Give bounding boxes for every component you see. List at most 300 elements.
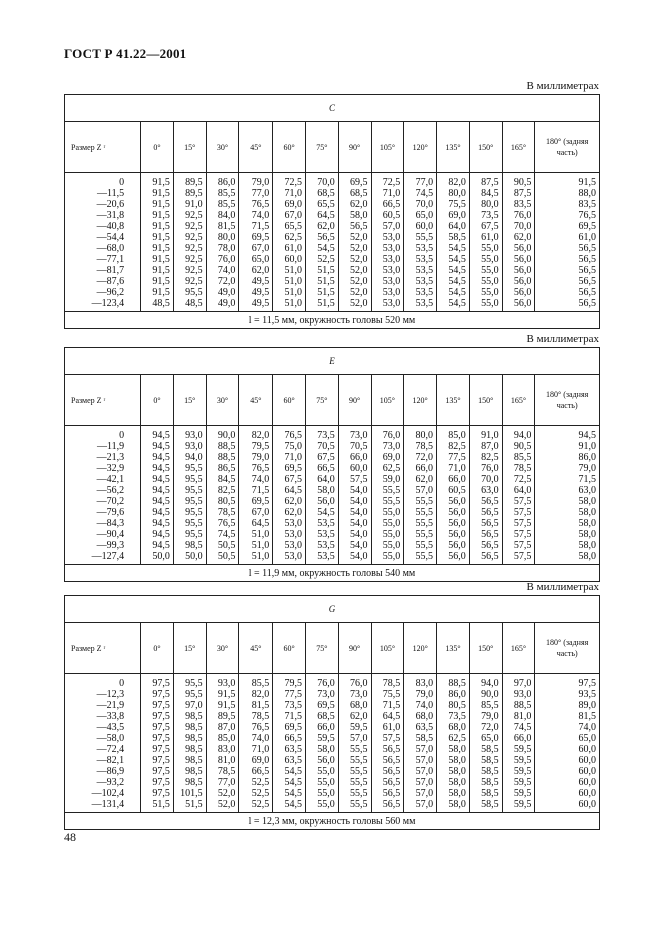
- table-cell: —70,2: [96, 496, 125, 507]
- unit-label: В миллиметрах: [526, 581, 599, 593]
- table-cell: 74,0: [415, 700, 434, 711]
- table-cell: 60,0: [578, 799, 596, 810]
- document-title: ГОСТ Р 41.22—2001: [64, 46, 187, 61]
- table-cell: 87,0: [217, 722, 236, 733]
- table-cell: —21,3: [96, 452, 125, 463]
- table-cell: 56,5: [578, 287, 596, 298]
- table-cell: 73,5: [481, 210, 499, 221]
- table-cell: 92,5: [185, 276, 203, 287]
- table-cell: 53,5: [415, 243, 434, 254]
- table-cell: 64,5: [251, 518, 270, 529]
- table-cell: 56,5: [578, 298, 596, 309]
- table-cell: 51,0: [284, 287, 302, 298]
- table-column: [239, 173, 273, 312]
- table-cell: 72,5: [284, 177, 302, 188]
- table-cell: 74,0: [251, 733, 270, 744]
- table-cell: 56,0: [448, 529, 466, 540]
- table-cell: 56,0: [513, 243, 532, 254]
- table-cell: 48,5: [185, 298, 203, 309]
- table-cell: 55,5: [415, 507, 434, 518]
- table-cell: 54,5: [448, 254, 466, 265]
- column-header: 60°: [273, 122, 306, 173]
- table-cell: 52,0: [350, 265, 368, 276]
- table-cell: 91,5: [152, 232, 170, 243]
- table-cell: 53,0: [382, 243, 401, 254]
- column-header: 30°: [206, 375, 239, 426]
- table-cell: 54,5: [448, 287, 466, 298]
- table-cell: 62,5: [382, 463, 401, 474]
- table-cell: 58,0: [578, 551, 596, 562]
- table-cell: 65,0: [251, 254, 270, 265]
- table-cell: 92,5: [185, 210, 203, 221]
- table-cell: 85,0: [217, 733, 236, 744]
- table-cell: 65,0: [481, 733, 499, 744]
- table-column: [239, 674, 273, 813]
- table-cell: 93,0: [513, 689, 532, 700]
- table-cell: 55,5: [350, 755, 368, 766]
- table-cell: 95,5: [185, 485, 203, 496]
- table-cell: 97,5: [152, 689, 170, 700]
- table-cell: 71,0: [448, 463, 466, 474]
- table-cell: 58,5: [481, 777, 499, 788]
- table-cell: 71,5: [578, 474, 596, 485]
- table-cell: 80,0: [415, 430, 434, 441]
- table-cell: 91,5: [152, 177, 170, 188]
- column-header: 60°: [273, 623, 306, 674]
- table-cell: 59,5: [513, 766, 532, 777]
- table-cell: 56,0: [448, 496, 466, 507]
- table-cell: 56,5: [382, 766, 401, 777]
- table-cell: 56,5: [578, 243, 596, 254]
- table-cell: 64,0: [448, 221, 466, 232]
- table-cell: 71,5: [251, 485, 270, 496]
- table-cell: 76,5: [284, 430, 302, 441]
- table-cell: 58,0: [317, 485, 335, 496]
- table-cell: 93,5: [578, 689, 596, 700]
- table-cell: 69,0: [251, 755, 270, 766]
- table-cell: 54,5: [448, 298, 466, 309]
- column-header: 165°: [502, 375, 535, 426]
- table-column: [437, 426, 470, 565]
- table-cell: 98,5: [185, 733, 203, 744]
- table-cell: 52,5: [251, 777, 270, 788]
- table-cell: 88,0: [578, 188, 596, 199]
- table-cell: 56,0: [448, 540, 466, 551]
- table-cell: 82,0: [251, 430, 270, 441]
- table-cell: 59,5: [513, 777, 532, 788]
- table-cell: 70,5: [350, 441, 368, 452]
- table-cell: 80,5: [448, 700, 466, 711]
- table-cell: 80,0: [448, 188, 466, 199]
- table-column: [535, 674, 600, 813]
- table-cell: 53,5: [415, 298, 434, 309]
- table-cell: 82,0: [251, 689, 270, 700]
- table-cell: 52,0: [350, 254, 368, 265]
- table-cell: 55,5: [350, 766, 368, 777]
- table-cell: 70,0: [513, 221, 532, 232]
- table-cell: 51,0: [284, 265, 302, 276]
- table-cell: 91,5: [578, 177, 596, 188]
- table-cell: —32,9: [96, 463, 125, 474]
- table-cell: 55,5: [350, 799, 368, 810]
- table-cell: 95,5: [185, 689, 203, 700]
- table-cell: 82,5: [448, 441, 466, 452]
- table-cell: 87,5: [481, 177, 499, 188]
- table-cell: 63,5: [284, 755, 302, 766]
- table-cell: 62,0: [284, 496, 302, 507]
- table-cell: 54,5: [317, 243, 335, 254]
- table-cell: 56,5: [578, 254, 596, 265]
- table-cell: 69,5: [284, 722, 302, 733]
- table-cell: 68,0: [448, 722, 466, 733]
- table-cell: 67,5: [481, 221, 499, 232]
- table-cell: 56,0: [513, 265, 532, 276]
- table-cell: 97,0: [185, 700, 203, 711]
- table-cell: 77,0: [251, 188, 270, 199]
- table-cell: 79,0: [481, 711, 499, 722]
- table-cell: 95,5: [185, 507, 203, 518]
- table-cell: 78,5: [382, 678, 401, 689]
- table-cell: 56,0: [513, 298, 532, 309]
- table-cell: 75,5: [382, 689, 401, 700]
- table-cell: —86,9: [96, 766, 125, 777]
- table-column: [371, 674, 404, 813]
- table-column: [65, 173, 141, 312]
- table-cell: 53,5: [415, 287, 434, 298]
- table-cell: 56,5: [481, 507, 499, 518]
- table-cell: 98,5: [185, 777, 203, 788]
- table-column: [273, 674, 306, 813]
- table-cell: 57,5: [513, 507, 532, 518]
- table-cell: 55,0: [317, 766, 335, 777]
- table-cell: 74,5: [217, 529, 236, 540]
- table-column: [502, 173, 535, 312]
- column-header: 45°: [239, 122, 273, 173]
- table-cell: 54,0: [350, 529, 368, 540]
- table-cell: 92,5: [185, 265, 203, 276]
- table-cell: 0: [119, 177, 125, 188]
- table-cell: 72,5: [513, 474, 532, 485]
- column-header: 75°: [306, 122, 339, 173]
- table-cell: 94,5: [152, 463, 170, 474]
- table-cell: 63,5: [415, 722, 434, 733]
- table-cell: 62,5: [448, 733, 466, 744]
- table-cell: 97,5: [152, 733, 170, 744]
- table-cell: 88,5: [448, 678, 466, 689]
- table-cell: 98,5: [185, 755, 203, 766]
- table-cell: 77,0: [415, 177, 434, 188]
- table-cell: 53,0: [284, 551, 302, 562]
- table-cell: 70,0: [415, 199, 434, 210]
- table-cell: 69,0: [284, 199, 302, 210]
- table-cell: 67,5: [284, 474, 302, 485]
- table-cell: 50,5: [217, 540, 236, 551]
- table-cell: —21,9: [96, 700, 125, 711]
- table-cell: 77,0: [217, 777, 236, 788]
- table-cell: 54,5: [284, 788, 302, 799]
- table-column: [469, 173, 502, 312]
- table-column: [338, 674, 371, 813]
- unit-label: В миллиметрах: [526, 80, 599, 92]
- table-cell: 55,5: [350, 777, 368, 788]
- table-cell: 58,0: [448, 755, 466, 766]
- table-column: [206, 674, 239, 813]
- table-cell: 58,0: [448, 766, 466, 777]
- table-cell: 49,0: [217, 287, 236, 298]
- table-cell: 93,0: [185, 441, 203, 452]
- table-cell: 94,0: [185, 452, 203, 463]
- table-cell: 53,0: [284, 540, 302, 551]
- table-cell: —123,4: [91, 298, 125, 309]
- table-cell: 69,0: [448, 210, 466, 221]
- table-cell: 94,5: [152, 518, 170, 529]
- table-cell: —58,0: [96, 733, 125, 744]
- table-cell: 52,0: [350, 276, 368, 287]
- table-cell: 59,0: [382, 474, 401, 485]
- column-header: Размер Z ʳ: [65, 623, 141, 674]
- table-cell: 61,0: [284, 243, 302, 254]
- table-caption: C: [65, 95, 600, 122]
- column-header: 165°: [502, 122, 535, 173]
- table-cell: 53,5: [415, 254, 434, 265]
- table-cell: 57,5: [350, 474, 368, 485]
- table-cell: 86,0: [578, 452, 596, 463]
- column-header: 45°: [239, 623, 273, 674]
- table-cell: 68,0: [415, 711, 434, 722]
- table-cell: 76,5: [217, 518, 236, 529]
- table-caption: E: [65, 348, 600, 375]
- table-cell: 94,5: [152, 485, 170, 496]
- table-cell: 48,5: [152, 298, 170, 309]
- table-cell: 52,5: [251, 788, 270, 799]
- table-cell: 56,5: [317, 232, 335, 243]
- table-column: [65, 426, 141, 565]
- table-cell: —43,5: [96, 722, 125, 733]
- table-cell: —87,6: [96, 276, 125, 287]
- table-cell: 66,5: [284, 733, 302, 744]
- table-column: [502, 426, 535, 565]
- table-cell: 62,5: [284, 232, 302, 243]
- table-cell: 56,5: [481, 529, 499, 540]
- table-cell: 93,0: [217, 678, 236, 689]
- table-cell: 76,0: [481, 463, 499, 474]
- page-number: 48: [64, 830, 76, 844]
- table-cell: 53,0: [382, 265, 401, 276]
- table-cell: 76,5: [578, 210, 596, 221]
- table-cell: 53,0: [382, 287, 401, 298]
- table-cell: —82,1: [96, 755, 125, 766]
- table-cell: 56,0: [448, 551, 466, 562]
- table-cell: —96,2: [96, 287, 125, 298]
- table-cell: 63,5: [284, 744, 302, 755]
- table-cell: 64,5: [284, 485, 302, 496]
- table-column: [371, 173, 404, 312]
- table-cell: 58,5: [448, 232, 466, 243]
- table-cell: 71,0: [284, 452, 302, 463]
- table-cell: 74,0: [217, 265, 236, 276]
- table-cell: 53,5: [317, 529, 335, 540]
- table-column: [437, 674, 470, 813]
- table-cell: 94,5: [152, 529, 170, 540]
- table-cell: 53,0: [284, 518, 302, 529]
- table-cell: 79,0: [251, 452, 270, 463]
- table-cell: 57,5: [513, 496, 532, 507]
- table-cell: 68,5: [317, 711, 335, 722]
- table-column: [273, 173, 306, 312]
- table-cell: 56,5: [481, 551, 499, 562]
- table-cell: 73,5: [284, 700, 302, 711]
- table-cell: 88,5: [217, 441, 236, 452]
- table-cell: 55,0: [481, 276, 499, 287]
- table-cell: 82,5: [217, 485, 236, 496]
- table-cell: 56,5: [578, 265, 596, 276]
- table-cell: 91,5: [152, 254, 170, 265]
- table-cell: 92,5: [185, 243, 203, 254]
- table-cell: 97,5: [152, 711, 170, 722]
- table-cell: 53,0: [382, 276, 401, 287]
- table-cell: 55,0: [317, 799, 335, 810]
- table-cell: 76,5: [251, 722, 270, 733]
- table-cell: 94,5: [152, 496, 170, 507]
- table-cell: 62,0: [284, 507, 302, 518]
- column-header: 0°: [141, 122, 174, 173]
- table-cell: 63,0: [481, 485, 499, 496]
- table-cell: 94,5: [152, 540, 170, 551]
- table-cell: 68,5: [317, 188, 335, 199]
- table-cell: 91,5: [217, 700, 236, 711]
- table-cell: 69,5: [350, 177, 368, 188]
- table-cell: 57,0: [415, 485, 434, 496]
- table-cell: 55,0: [382, 507, 401, 518]
- table-cell: 91,5: [152, 265, 170, 276]
- table-footnote: l = 11,9 мм, окружность головы 540 мм: [65, 565, 600, 582]
- column-header: 120°: [404, 623, 437, 674]
- table-cell: 83,5: [513, 199, 532, 210]
- table-cell: 53,0: [382, 254, 401, 265]
- table-cell: 60,0: [578, 766, 596, 777]
- table-cell: 73,5: [317, 430, 335, 441]
- table-cell: 58,5: [481, 799, 499, 810]
- table-cell: 64,0: [317, 474, 335, 485]
- table-cell: 58,0: [317, 744, 335, 755]
- column-header: 30°: [206, 623, 239, 674]
- table-cell: —54,4: [96, 232, 125, 243]
- table-cell: 58,0: [578, 518, 596, 529]
- table-cell: —33,8: [96, 711, 125, 722]
- table-caption: G: [65, 596, 600, 623]
- column-header: 90°: [338, 375, 371, 426]
- table-cell: 56,0: [513, 276, 532, 287]
- table-cell: 56,5: [382, 788, 401, 799]
- table-column: [535, 426, 600, 565]
- table-column: [306, 173, 339, 312]
- table-cell: 56,5: [350, 221, 368, 232]
- table-cell: 57,5: [513, 551, 532, 562]
- table-cell: 97,5: [152, 755, 170, 766]
- column-header: 0°: [141, 623, 174, 674]
- table-cell: 67,5: [317, 452, 335, 463]
- table-cell: 58,5: [415, 733, 434, 744]
- table-cell: 95,5: [185, 678, 203, 689]
- dimension-table: [64, 347, 600, 582]
- table-cell: 53,0: [382, 232, 401, 243]
- table-cell: 94,5: [152, 507, 170, 518]
- table-cell: 76,0: [350, 678, 368, 689]
- table-cell: 97,5: [578, 678, 596, 689]
- table-cell: 55,5: [382, 496, 401, 507]
- table-cell: 62,0: [513, 232, 532, 243]
- table-cell: 86,5: [217, 463, 236, 474]
- table-cell: 55,5: [415, 529, 434, 540]
- table-cell: 89,0: [578, 700, 596, 711]
- table-cell: 64,5: [317, 210, 335, 221]
- table-cell: 73,0: [350, 689, 368, 700]
- table-cell: —31,8: [96, 210, 125, 221]
- table-cell: 66,5: [317, 463, 335, 474]
- column-header: 120°: [404, 122, 437, 173]
- table-cell: 60,0: [578, 755, 596, 766]
- table-cell: 73,0: [317, 689, 335, 700]
- column-header: 15°: [173, 623, 206, 674]
- column-header: 90°: [338, 623, 371, 674]
- table-cell: 54,5: [448, 243, 466, 254]
- table-cell: 80,5: [217, 496, 236, 507]
- table-cell: 57,0: [415, 777, 434, 788]
- table-cell: 52,0: [350, 287, 368, 298]
- dimension-table: [64, 94, 600, 329]
- table-cell: 62,0: [317, 221, 335, 232]
- table-column: [173, 426, 206, 565]
- table-cell: 51,5: [317, 298, 335, 309]
- table-cell: 51,0: [284, 298, 302, 309]
- table-cell: 75,0: [284, 441, 302, 452]
- table-cell: 88,5: [217, 452, 236, 463]
- table-cell: 73,0: [382, 441, 401, 452]
- table-cell: 97,5: [152, 678, 170, 689]
- table-cell: 79,0: [578, 463, 596, 474]
- table-cell: 57,0: [350, 733, 368, 744]
- table-cell: 79,5: [251, 441, 270, 452]
- table-cell: 0: [119, 430, 125, 441]
- table-cell: 55,5: [350, 744, 368, 755]
- table-cell: 91,5: [152, 243, 170, 254]
- table-cell: 85,5: [217, 188, 236, 199]
- table-cell: 56,5: [578, 276, 596, 287]
- column-header: 90°: [338, 122, 371, 173]
- table-cell: 59,5: [513, 744, 532, 755]
- table-cell: 69,5: [251, 232, 270, 243]
- table-column: [306, 674, 339, 813]
- table-cell: 81,5: [578, 711, 596, 722]
- table-footnote: l = 12,3 мм, окружность головы 560 мм: [65, 813, 600, 830]
- table-cell: 63,0: [578, 485, 596, 496]
- table-column: [206, 426, 239, 565]
- table-cell: 78,0: [217, 243, 236, 254]
- table-cell: 55,0: [382, 518, 401, 529]
- table-cell: 54,5: [317, 507, 335, 518]
- table-cell: 55,0: [481, 265, 499, 276]
- table-cell: 85,5: [481, 700, 499, 711]
- table-cell: 58,0: [578, 507, 596, 518]
- table-cell: 52,0: [350, 232, 368, 243]
- table-cell: 52,0: [217, 788, 236, 799]
- table-cell: 56,0: [317, 755, 335, 766]
- table-cell: 49,5: [251, 287, 270, 298]
- table-cell: 95,5: [185, 496, 203, 507]
- table-cell: 58,5: [481, 788, 499, 799]
- table-cell: 52,5: [251, 799, 270, 810]
- column-header: 0°: [141, 375, 174, 426]
